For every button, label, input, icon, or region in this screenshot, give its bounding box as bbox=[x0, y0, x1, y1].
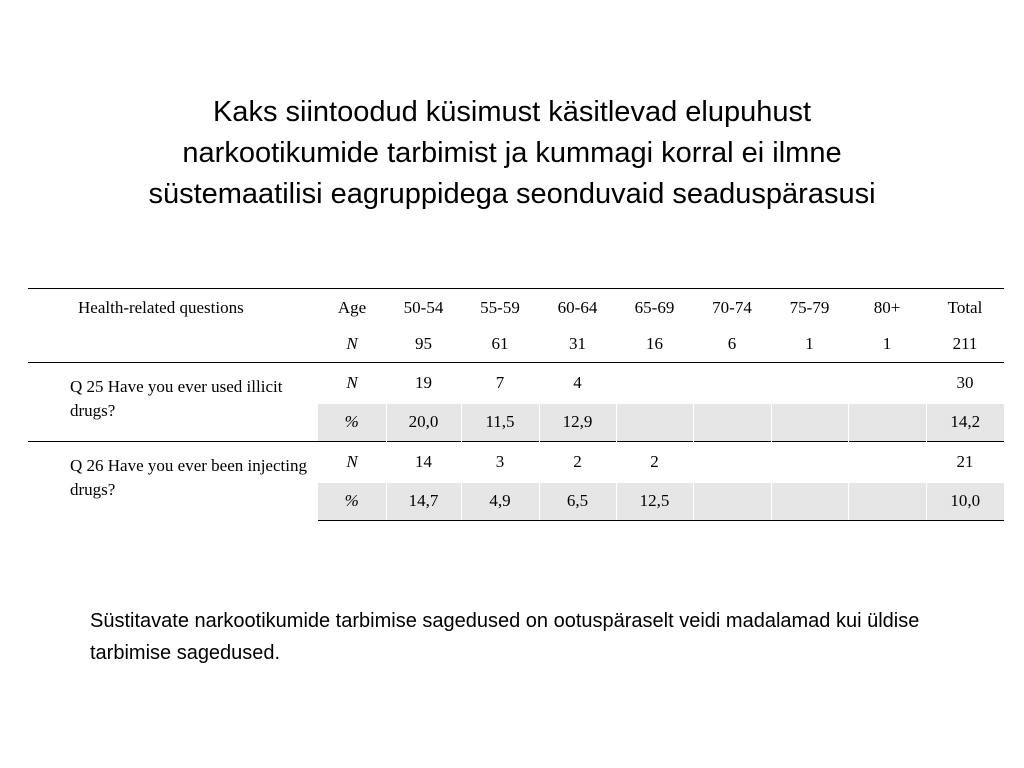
count-cell bbox=[693, 442, 771, 483]
age-group-header: 80+ bbox=[848, 289, 926, 327]
n-label: N bbox=[318, 442, 386, 483]
count-cell bbox=[848, 363, 926, 404]
n-label: N bbox=[346, 373, 358, 393]
group-n-cell: 16 bbox=[616, 327, 693, 363]
question-q25: Q 25 Have you ever used illicit drugs? bbox=[70, 377, 283, 420]
q26-count-row bbox=[28, 442, 1004, 483]
count-cell bbox=[771, 363, 848, 404]
age-group-header-total: Total bbox=[926, 289, 1004, 327]
column-header-questions: Health-related questions bbox=[28, 289, 318, 327]
percent-cell: 14,7 bbox=[386, 483, 461, 521]
percent-cell bbox=[693, 404, 771, 442]
count-cell: 19 bbox=[415, 373, 432, 393]
percent-cell: 4,9 bbox=[461, 483, 539, 521]
count-cell: 2 bbox=[616, 442, 693, 483]
group-n-cell: 1 bbox=[848, 327, 926, 363]
age-group-header: 60-64 bbox=[539, 289, 616, 327]
percent-cell: 12,5 bbox=[616, 483, 693, 521]
count-cell bbox=[616, 363, 693, 404]
percent-total-cell: 14,2 bbox=[926, 404, 1004, 442]
count-cell: 3 bbox=[461, 442, 539, 483]
age-group-header: 75-79 bbox=[771, 289, 848, 327]
group-n-cell: 1 bbox=[771, 327, 848, 363]
group-n-cell: 61 bbox=[461, 327, 539, 363]
count-total-cell: 30 bbox=[956, 373, 974, 393]
percent-cell bbox=[771, 483, 848, 521]
group-size-row bbox=[28, 327, 1004, 363]
group-n-cell: 95 bbox=[386, 327, 461, 363]
group-n-cell: 6 bbox=[693, 327, 771, 363]
title-line: süstemaatilisi eagruppidega seonduvaid seaduspärasusi bbox=[148, 178, 876, 210]
count-cell: 2 bbox=[539, 442, 616, 483]
percent-cell bbox=[616, 404, 693, 442]
slide-title bbox=[40, 92, 984, 215]
column-header-age: Age bbox=[318, 289, 386, 327]
q25-count-row bbox=[28, 363, 1004, 404]
count-cell: 4 bbox=[573, 373, 582, 393]
n-label: N bbox=[318, 327, 386, 363]
percent-label: % bbox=[318, 404, 386, 442]
empty-cell bbox=[28, 327, 318, 363]
title-line: narkootikumide tarbimist ja kummagi korral ei ilmne bbox=[182, 137, 842, 169]
percent-cell bbox=[848, 483, 926, 521]
percent-cell: 6,5 bbox=[539, 483, 616, 521]
percent-cell bbox=[771, 404, 848, 442]
age-group-header: 50-54 bbox=[386, 289, 461, 327]
group-n-total-cell: 211 bbox=[926, 327, 1004, 363]
percent-cell bbox=[693, 483, 771, 521]
drug-use-table bbox=[28, 288, 1004, 521]
age-group-header: 70-74 bbox=[693, 289, 771, 327]
count-cell: 14 bbox=[386, 442, 461, 483]
count-cell bbox=[771, 442, 848, 483]
question-q26: Q 26 Have you ever been injecting drugs? bbox=[28, 442, 318, 521]
percent-total-cell: 10,0 bbox=[926, 483, 1004, 521]
percent-cell: 11,5 bbox=[461, 404, 539, 442]
percent-cell: 20,0 bbox=[386, 404, 461, 442]
count-cell: 7 bbox=[495, 373, 505, 393]
age-group-header: 65-69 bbox=[616, 289, 693, 327]
percent-label: % bbox=[318, 483, 386, 521]
slide-body-text: Süstitavate narkootikumide tarbimise sagedused on ootuspäraselt veidi madalamad kui üldise tarbimise sagedused. bbox=[90, 610, 920, 664]
percent-cell: 12,9 bbox=[539, 404, 616, 442]
count-cell bbox=[693, 363, 771, 404]
count-cell bbox=[848, 442, 926, 483]
table-header-row bbox=[28, 289, 1004, 327]
age-group-header: 55-59 bbox=[461, 289, 539, 327]
count-total-cell: 21 bbox=[926, 442, 1004, 483]
percent-cell bbox=[848, 404, 926, 442]
group-n-cell: 31 bbox=[539, 327, 616, 363]
title-line: Kaks siintoodud küsimust käsitlevad elupuhust bbox=[212, 96, 812, 128]
